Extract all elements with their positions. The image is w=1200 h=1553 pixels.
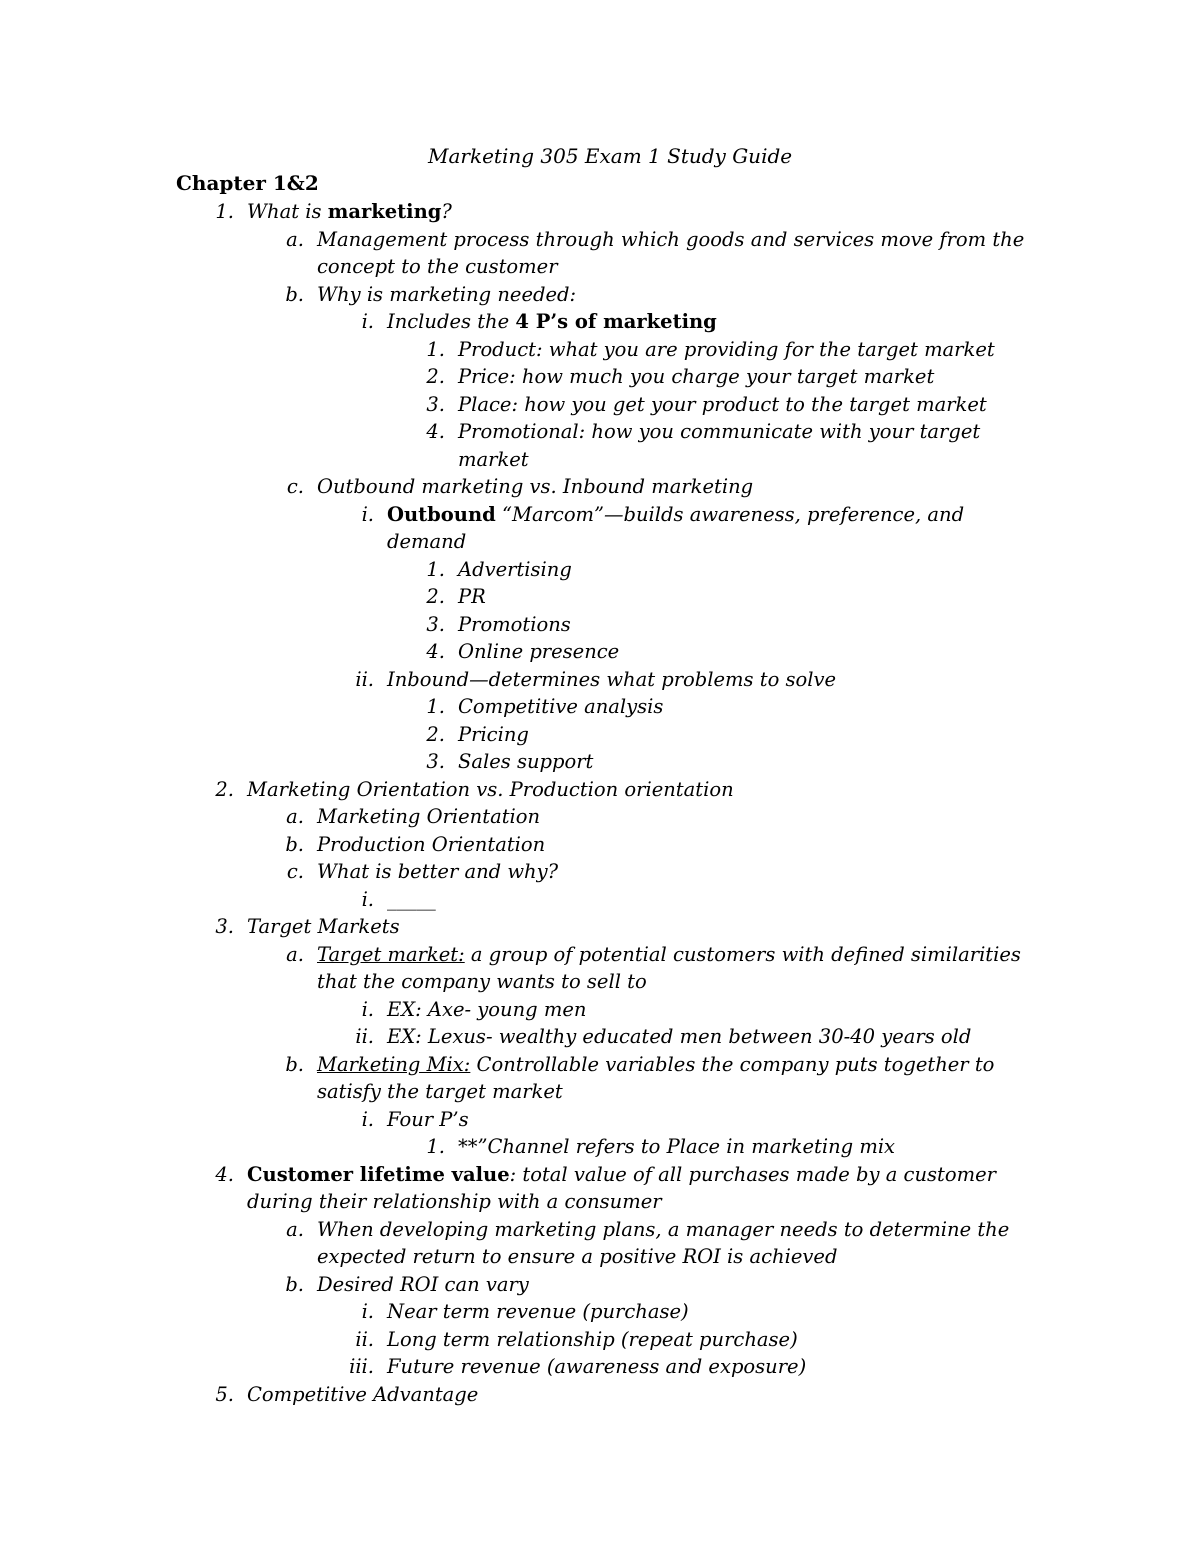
- list-item: [285, 1051, 995, 1078]
- document-title: Marketing 305 Exam 1 Study Guide: [428, 144, 793, 168]
- item-term: Marketing Mix:: [317, 1053, 471, 1076]
- list-marker: 3.: [426, 393, 445, 416]
- list-marker: a.: [286, 228, 304, 251]
- item-text: Competitive analysis: [458, 695, 664, 718]
- item-text: Marketing Orientation: [317, 805, 541, 828]
- item-text: Advertising: [458, 558, 572, 581]
- item-text: **”Channel refers to Place in marketing mix: [458, 1135, 896, 1158]
- item-text: Promotional: how you communicate with your target: [458, 420, 981, 443]
- list-marker: 4.: [215, 1163, 234, 1186]
- list-item: [286, 226, 1025, 253]
- item-bold-text: Customer lifetime value: [247, 1163, 510, 1186]
- item-text: Production Orientation: [317, 833, 546, 856]
- list-marker: 3.: [426, 750, 445, 773]
- item-text: Future revenue (awareness and exposure): [387, 1355, 807, 1378]
- list-marker: 3.: [426, 613, 445, 636]
- list-marker: i.: [361, 1300, 374, 1323]
- list-marker: iii.: [349, 1355, 374, 1378]
- list-marker: 4.: [426, 420, 445, 443]
- list-item: [285, 281, 577, 308]
- item-text: “Marcom”—builds awareness, preference, and: [495, 503, 965, 526]
- list-item-continuation: demand: [387, 530, 467, 553]
- item-bold-text: 4 P’s of marketing: [515, 310, 717, 333]
- item-text: EX: Lexus- wealthy educated men between 30-40 years old: [387, 1025, 972, 1048]
- list-item: [355, 1326, 798, 1353]
- item-text: Marketing Orientation vs. Production orientation: [247, 778, 734, 801]
- list-marker: i.: [361, 503, 374, 526]
- item-text: Place: how you get your product to the target market: [458, 393, 987, 416]
- item-text: Outbound marketing vs. Inbound marketing: [317, 475, 754, 498]
- list-item: [426, 363, 935, 390]
- list-item-continuation: satisfy the target market: [317, 1080, 563, 1103]
- item-text: Includes the: [387, 310, 516, 333]
- list-marker: 3.: [215, 915, 234, 938]
- item-text: Why is marketing needed:: [317, 283, 577, 306]
- list-item-continuation: market: [458, 448, 529, 471]
- list-item-continuation: during their relationship with a consumer: [247, 1190, 662, 1213]
- list-marker: ii.: [355, 668, 374, 691]
- list-item: [361, 308, 717, 335]
- list-marker: 1.: [215, 200, 234, 223]
- item-text: Product: what you are providing for the target market: [458, 338, 995, 361]
- list-item: [361, 886, 436, 913]
- list-item: [426, 418, 981, 445]
- list-marker: 2.: [426, 585, 445, 608]
- list-item: [426, 721, 529, 748]
- list-item: [349, 1353, 807, 1380]
- list-item: [215, 1381, 479, 1408]
- item-bold-text: marketing: [327, 200, 442, 223]
- item-text: Price: how much you charge your target market: [458, 365, 935, 388]
- list-marker: c.: [286, 475, 304, 498]
- list-marker: 1.: [426, 338, 445, 361]
- list-marker: b.: [285, 283, 304, 306]
- item-text: Near term revenue (purchase): [387, 1300, 689, 1323]
- list-item: [215, 913, 400, 940]
- list-item-continuation: concept to the customer: [317, 255, 558, 278]
- list-item: [286, 1216, 1010, 1243]
- item-text: Sales support: [458, 750, 594, 773]
- list-item: [361, 501, 965, 528]
- item-text: a group of potential customers with defined similarities: [464, 943, 1021, 966]
- chapter-heading: Chapter 1&2: [176, 171, 319, 195]
- list-item: [361, 1298, 689, 1325]
- list-item: [286, 803, 541, 830]
- list-item: [426, 638, 620, 665]
- item-bold-text: Outbound: [387, 503, 496, 526]
- list-marker: 2.: [426, 365, 445, 388]
- item-text: _____: [387, 888, 436, 911]
- list-item: [285, 1271, 529, 1298]
- list-marker: a.: [286, 805, 304, 828]
- item-text: What is: [247, 200, 328, 223]
- list-item: [361, 996, 587, 1023]
- list-marker: a.: [286, 943, 304, 966]
- list-marker: 5.: [215, 1383, 234, 1406]
- list-item: [355, 1023, 972, 1050]
- list-item: [215, 776, 734, 803]
- item-text: Target Markets: [247, 915, 400, 938]
- item-text: Competitive Advantage: [247, 1383, 479, 1406]
- list-item: [286, 473, 754, 500]
- item-text: What is better and why?: [317, 860, 559, 883]
- list-marker: 1.: [426, 558, 445, 581]
- list-marker: i.: [361, 1108, 374, 1131]
- list-item: [426, 336, 995, 363]
- list-item: [426, 611, 571, 638]
- list-item-continuation: that the company wants to sell to: [317, 970, 647, 993]
- item-text: ?: [441, 200, 452, 223]
- item-text: Long term relationship (repeat purchase): [387, 1328, 798, 1351]
- list-item: [215, 198, 452, 225]
- list-item: [355, 666, 837, 693]
- list-item: [426, 748, 594, 775]
- list-marker: 1.: [426, 695, 445, 718]
- item-text: Promotions: [458, 613, 571, 636]
- list-item: [286, 941, 1021, 968]
- list-marker: ii.: [355, 1025, 374, 1048]
- list-marker: c.: [286, 860, 304, 883]
- list-marker: b.: [285, 1273, 304, 1296]
- list-marker: i.: [361, 888, 374, 911]
- item-term: Target market:: [317, 943, 465, 966]
- list-marker: ii.: [355, 1328, 374, 1351]
- item-text: Controllable variables the company puts together to: [470, 1053, 995, 1076]
- list-marker: 4.: [426, 640, 445, 663]
- item-text: Four P’s: [387, 1108, 469, 1131]
- list-item-continuation: expected return to ensure a positive ROI is achieved: [317, 1245, 838, 1268]
- list-marker: i.: [361, 310, 374, 333]
- item-text: Management process through which goods and services move from the: [317, 228, 1025, 251]
- list-item: [426, 693, 664, 720]
- list-item: [426, 556, 572, 583]
- list-item: [361, 1106, 469, 1133]
- list-item: [215, 1161, 996, 1188]
- item-text: Inbound—determines what problems to solve: [387, 668, 837, 691]
- list-marker: a.: [286, 1218, 304, 1241]
- item-text: EX: Axe- young men: [387, 998, 587, 1021]
- item-text: When developing marketing plans, a manager needs to determine the: [317, 1218, 1010, 1241]
- list-marker: b.: [285, 833, 304, 856]
- item-text: : total value of all purchases made by a customer: [509, 1163, 996, 1186]
- list-marker: i.: [361, 998, 374, 1021]
- item-text: PR: [458, 585, 486, 608]
- list-item: [426, 391, 987, 418]
- item-text: Pricing: [458, 723, 529, 746]
- item-text: Online presence: [458, 640, 620, 663]
- list-item: [286, 858, 559, 885]
- list-item: [426, 583, 486, 610]
- item-text: Desired ROI can vary: [317, 1273, 529, 1296]
- list-marker: 2.: [426, 723, 445, 746]
- list-marker: 2.: [215, 778, 234, 801]
- list-item: [285, 831, 546, 858]
- list-marker: 1.: [426, 1135, 445, 1158]
- list-item: [426, 1133, 896, 1160]
- list-marker: b.: [285, 1053, 304, 1076]
